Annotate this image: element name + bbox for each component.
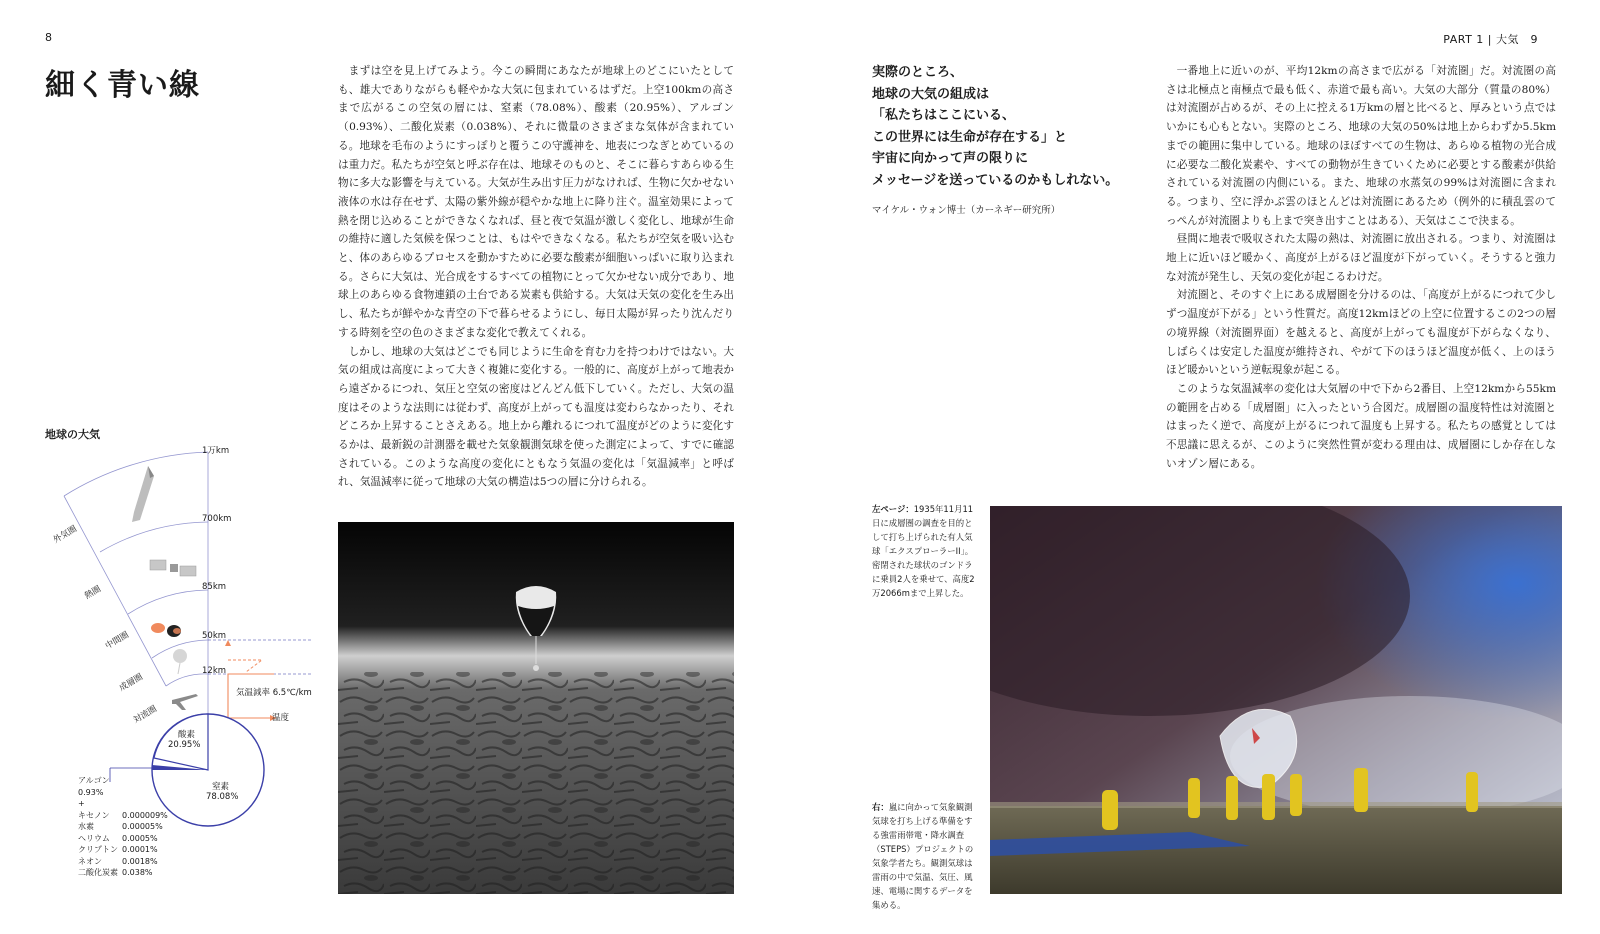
quote-line: 地球の大気の組成は: [872, 86, 990, 102]
stratosphere-balloon-image: [338, 522, 734, 894]
right-paragraph-3: 対流圏と、そのすぐ上にある成層圏を分けるのは、「高度が上がるにつれて少しずつ温度が下がる」という性質だ。高度12kmほどの上空に位置するこの2つの層の境界線（対流圏界面）を越えると、高度が上がっても温度が下がらなくなり、しばらくは安定した温度が維持され、やがて下のほうほど温度が低く、上のほうほど暖かいという逆転現象が起こる。: [1166, 289, 1556, 377]
trace-gas-row: キセノン 0.000009%: [78, 810, 168, 820]
layer-label-mesosphere: 中間圏: [103, 630, 131, 652]
layer-label-troposphere: 対流圏: [131, 704, 159, 726]
altitude-label-50km: 50km: [202, 631, 227, 641]
argon-value: 0.93%: [78, 787, 104, 797]
layer-label-stratosphere: 成層圏: [117, 672, 145, 694]
right-page-header: PART 1 | 大気 9: [1443, 33, 1538, 46]
altitude-label-85km: 85km: [202, 582, 227, 592]
trace-gas-list: [78, 775, 168, 879]
airplane-icon: [172, 694, 198, 710]
altitude-label-700km: 700km: [202, 514, 232, 524]
right-paragraph-1: 一番地上に近いのが、平均12kmの高さまで広がる「対流圏」だ。対流圏の高さは北極点と南極点で最も低く、赤道で最も高い。大気の大部分（質量の80%）は対流圏が占めるが、その上に控える1万kmの層と比べると、厚みという点ではいかにも心もとない。実際のところ、地球の大気の50%は地上からわずか5.5kmまでの範囲に集中している。地球のほぼすべての生物は、あらゆる植物の光合成に必要な二酸化炭素や、すべての動物が生きていくために必要とする酸素が供給されている対流圏の内側にいる。また、地球の水蒸気の99%は対流圏に含まれる。つまり、空に浮かぶ雲のほとんどは対流圏にあるため（例外的に積乱雲のてっぺんが対流圏よりも上まで突き出すことはある）、天気はここで決まる。: [1166, 65, 1556, 227]
caption-text-right: 嵐に向かって気象観測気球を打ち上げる準備をする強雷雨帯電・降水調査（STEPS）プロジェクトの気象学者たち。観測気球は雷雨の中で気温、気圧、風速、電場に関するデータを集める。: [872, 802, 974, 910]
temperature-axis-label: 温度: [272, 713, 290, 723]
oxygen-value: 20.95%: [168, 740, 201, 750]
right-photo-caption: [872, 800, 980, 912]
left-page-number: 8: [45, 31, 52, 44]
argon-label: アルゴン: [78, 776, 110, 785]
nitrogen-label: 窒素: [212, 782, 230, 792]
page-title: 細く青い線: [45, 68, 200, 103]
right-body-text: [1166, 62, 1556, 473]
layer-label-exosphere: 外気圏: [51, 524, 79, 546]
plus-sign: +: [78, 799, 85, 808]
left-photo-caption: [872, 502, 980, 600]
left-body-text: [338, 62, 734, 492]
pull-quote: [872, 62, 1122, 192]
quote-line: 実際のところ、: [872, 65, 964, 80]
right-paragraph-2: 昼間に地表で吸収された太陽の熱は、対流圏に放出される。つまり、対流圏は地上に近いほど暖かく、高度が上がるほど温度が下がっていく。そうすると強力な対流が発生し、天気の変化が起こるわけだ。: [1166, 233, 1556, 283]
atmosphere-diagram: [40, 440, 340, 894]
caption-label-left: 左ページ：: [872, 504, 914, 514]
weather-balloon-icon: [173, 649, 187, 674]
storm-balloon-launch-image: [990, 506, 1562, 894]
oxygen-label: 酸素: [178, 730, 196, 740]
trace-gas-row: ネオン 0.0018%: [78, 856, 158, 866]
storm-photo-right: [990, 506, 1562, 894]
trace-gas-row: 二酸化炭素 0.038%: [78, 868, 153, 877]
meteor-icon: [151, 623, 181, 637]
trace-gas-row: 水素 0.00005%: [78, 822, 163, 831]
quote-author: マイケル・ウォン博士（カーネギー研究所）: [872, 205, 1061, 216]
rocket-icon: [132, 466, 154, 522]
diagram-title: 地球の大気: [45, 428, 100, 441]
quote-line: 宇宙に向かって声の限りに: [872, 151, 1029, 167]
altitude-label-12km: 12km: [202, 666, 227, 676]
caption-label-right: 右：: [872, 802, 889, 812]
satellite-icon: [150, 560, 196, 576]
right-paragraph-4: このような気温減率の変化は大気層の中で下から2番目、上空12kmから55kmの範囲を占める「成層圏」に入ったという合図だ。成層圏の温度特性は対流圏とはまったく逆で、高度が上がるにつれて温度も上昇する。私たちの感覚としては不思議に思えるが、このように突然性質が変わる理由は、成層圏にしか存在しないオゾン層にある。: [1166, 382, 1556, 470]
quote-line: この世界には生命が存在する」と: [872, 129, 1068, 145]
caption-text-left: 1935年11月11日に成層圏の調査を目的として打ち上げられた有人気球「エクスプローラーII」。密閉された球状のゴンドラに乗員2人を乗せて、高度2万2066mまで上昇した。: [872, 504, 975, 598]
layer-label-thermosphere: 熱圏: [83, 584, 103, 602]
altitude-label-10000km: 1万km: [202, 446, 230, 456]
lapse-rate-label: 気温減率 6.5℃/km: [236, 688, 312, 698]
left-paragraph-1: まずは空を見上げてみよう。今この瞬間にあなたが地球上のどこにいたとしても、雄大でありながらも軽やかな大気に包まれているはずだ。上空100kmの高さまで広がるこの空気の層には、窒素（78.08%）、酸素（20.95%）、アルゴン（0.93%）、二酸化炭素（0.038%）、それに微量のさまざまな気体が含まれている。地球を毛布のようにすっぽりと覆うこの守護神を、地表につなぎとめているのは重力だ。私たちが空気と呼ぶ存在は、地球そのものと、そこに暮らすあらゆる生物に多大な影響を与えている。大気が生み出す圧力がなければ、生物に欠かせない液体の水は存在せず、太陽の紫外線が穏やかな地上に降り注ぐ。温室効果によって熱を閉じ込めることができなくなれば、昼と夜で気温が激しく変化し、地球が生命の維持に適した気候を保つことは、もはやできなくなる。私たちが空気を吸い込むと、体のあらゆるプロセスを動かすために必要な酸素が細胞いっぱいに取り込まれる。さらに大気は、光合成をするすべての植物にとって欠かせない成分であり、地球上のあらゆる食物連鎖の土台である炭素も供給する。大気は天気の変化を生み出し、私たちが鮮やかな青空の下で暮らせるようにし、毎日太陽が昇ったり沈んだりする時刻を空の色のさまざまな変化で教えてくれる。: [338, 65, 734, 339]
left-paragraph-2: しかし、地球の大気はどこでも同じように生命を育む力を持つわけではない。大気の組成は高度によって大きく複雑に変化する。一般的に、高度が上がって地表から遠ざかるにつれ、気圧と空気の密度はどんどん低下していく。ただし、大気の温度はそのような法則には従わず、高度が上がっても温度は変わらなかったり、それどころか上昇することさえある。地上から離れるにつれて温度がどのように変化するかは、最新鋭の計測器を載せた気象観測気球を使った測定によって、すでに確認されている。このような高度の変化にともなう気温の変化は「気温減率」と呼ばれ、気温減率に従って地球の大気の構造は5つの層に分けられる。: [338, 345, 734, 489]
quote-line: メッセージを送っているのかもしれない。: [872, 172, 1119, 188]
trace-gas-row: ヘリウム 0.0005%: [78, 833, 158, 843]
balloon-photo-left: [338, 522, 734, 894]
trace-gas-row: クリプトン 0.0001%: [78, 845, 158, 854]
quote-line: 「私たちはここにいる、: [872, 108, 1016, 124]
nitrogen-value: 78.08%: [206, 792, 239, 802]
